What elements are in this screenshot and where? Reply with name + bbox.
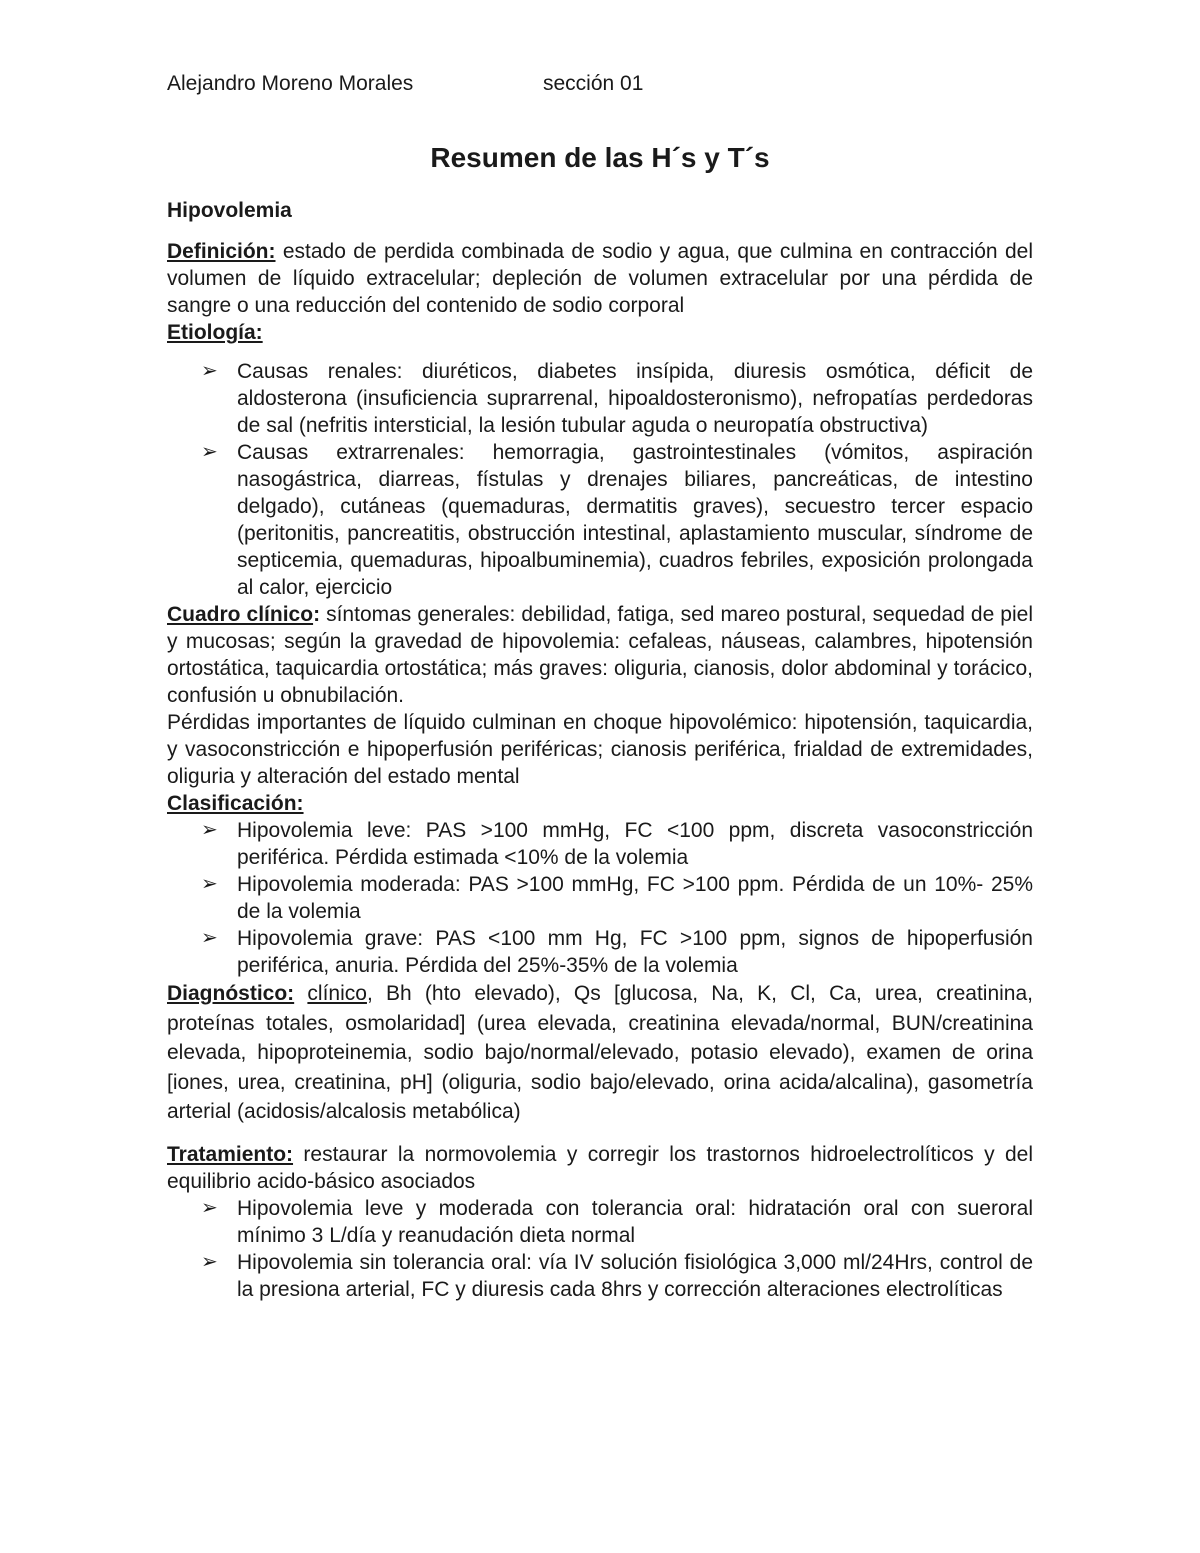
diagnosis-underlined: clínico <box>307 982 367 1005</box>
section-heading: Hipovolemia <box>167 199 292 222</box>
definition-paragraph <box>167 238 1033 319</box>
treatment-text: restaurar la normovolemia y corregir los trastornos hidroelectrolíticos y del equilibrio acido-básico asociados <box>167 1142 1033 1193</box>
arrow-bullet-icon: ➢ <box>201 873 218 895</box>
classification-heading <box>167 790 1033 817</box>
treatment-label: Tratamiento: <box>167 1142 294 1166</box>
list-item: ➢ Hipovolemia sin tolerancia oral: vía IV solución fisiológica 3,000 ml/24Hrs, control de la presiona arterial, FC y diuresis cada 8hrs y corrección alteraciones electrolíticas <box>201 1250 1033 1301</box>
clinical-colon: : <box>313 603 321 626</box>
document-title: Resumen de las H´s y T´s <box>430 142 770 173</box>
list-item: ➢ Causas renales: diuréticos, diabetes insípida, diuresis osmótica, déficit de aldosterona (insuficiencia suprarrenal, hipoaldosteronismo), nefropatías perdedoras de sal (nefritis intersticial, la lesión tubular aguda o neuropatía obstructiva) <box>201 360 1033 437</box>
treatment-paragraph <box>167 1141 1033 1195</box>
definition-text: estado de perdida combinada de sodio y agua, que culmina en contracción del volumen de líquido extracelular; depleción de volumen extracelular por una pérdida de sangre o una reducción del contenido de sodio corporal <box>167 240 1033 317</box>
classification-list <box>167 817 1033 979</box>
arrow-bullet-icon: ➢ <box>201 927 218 949</box>
arrow-bullet-icon: ➢ <box>201 1196 218 1219</box>
etiology-heading <box>167 319 1033 346</box>
page-header <box>167 72 644 96</box>
arrow-bullet-icon: ➢ <box>201 441 218 463</box>
definition-label: Definición: <box>167 240 276 263</box>
etiology-label: Etiología: <box>167 321 263 344</box>
arrow-bullet-icon: ➢ <box>201 360 218 382</box>
diagnosis-text: , Bh (hto elevado), Qs [glucosa, Na, K, Cl, Ca, urea, creatinina, proteínas totales, osmolaridad] (urea elevada, creatinina elevada/normal, BUN/creatinina elevada, hipoproteinemia, sodio bajo/normal/elevado, potasio elevado), examen de orina [iones, urea, creatinina, pH] (oliguria, sodio bajo/elevado, orina acida/alcalina), gasometría arterial (acidosis/alcalosis metabólica) <box>167 982 1034 1123</box>
list-item: ➢ Hipovolemia moderada: PAS >100 mmHg, FC >100 ppm. Pérdida de un 10%- 25% de la volemia <box>201 873 1033 923</box>
document-body <box>167 197 1033 1303</box>
list-item: ➢ Hipovolemia grave: PAS <100 mm Hg, FC >100 ppm, signos de hipoperfusión periférica, anuria. Pérdida del 25%-35% de la volemia <box>201 927 1033 977</box>
clinical-paragraph <box>167 601 1033 709</box>
diagnosis-label: Diagnóstico: <box>167 982 295 1005</box>
list-item: ➢ Hipovolemia leve: PAS >100 mmHg, FC <100 ppm, discreta vasoconstricción periférica. Pérdida estimada <10% de la volemia <box>201 819 1033 869</box>
etiology-list <box>167 358 1033 601</box>
clinical-text: síntomas generales: debilidad, fatiga, sed mareo postural, sequedad de piel y mucosas; según la gravedad de hipovolemia: cefaleas, náuseas, calambres, hipotensión ortostática, taquicardia ortostática; más graves: oliguria, cianosis, dolor abdominal y torácico, confusión u obnubilación. <box>167 603 1033 707</box>
classification-label: Clasificación: <box>167 792 304 815</box>
arrow-bullet-icon: ➢ <box>201 1250 218 1273</box>
author-name: Alejandro Moreno Morales <box>167 72 414 95</box>
clinical-label: Cuadro clínico <box>167 603 314 626</box>
section-number: sección 01 <box>543 72 644 95</box>
list-item: ➢ Causas extrarrenales: hemorragia, gastrointestinales (vómitos, aspiración nasogástrica, diarreas, fístulas y drenajes biliares, pancreáticas, de intestino delgado), cutáneas (quemaduras, dermatitis graves), secuestro tercer espacio (peritonitis, pancreatitis, obstrucción intestinal, aplastamiento muscular, síndrome de septicemia, quemaduras, hipoalbuminemia), cuadros febriles, exposición prolongada al calor, ejercicio <box>201 441 1033 599</box>
diagnosis-paragraph <box>167 979 1033 1127</box>
arrow-bullet-icon: ➢ <box>201 819 218 841</box>
treatment-list <box>167 1195 1033 1303</box>
clinical-paragraph-2: Pérdidas importantes de líquido culminan en choque hipovolémico: hipotensión, taquicardia, y vasoconstricción e hipoperfusión periféricas; cianosis periférica, frialdad de extremidades, oliguria y alteración del estado mental <box>167 711 1033 788</box>
list-item: ➢ Hipovolemia leve y moderada con tolerancia oral: hidratación oral con sueroral mínimo 3 L/día y reanudación dieta normal <box>201 1196 1033 1247</box>
